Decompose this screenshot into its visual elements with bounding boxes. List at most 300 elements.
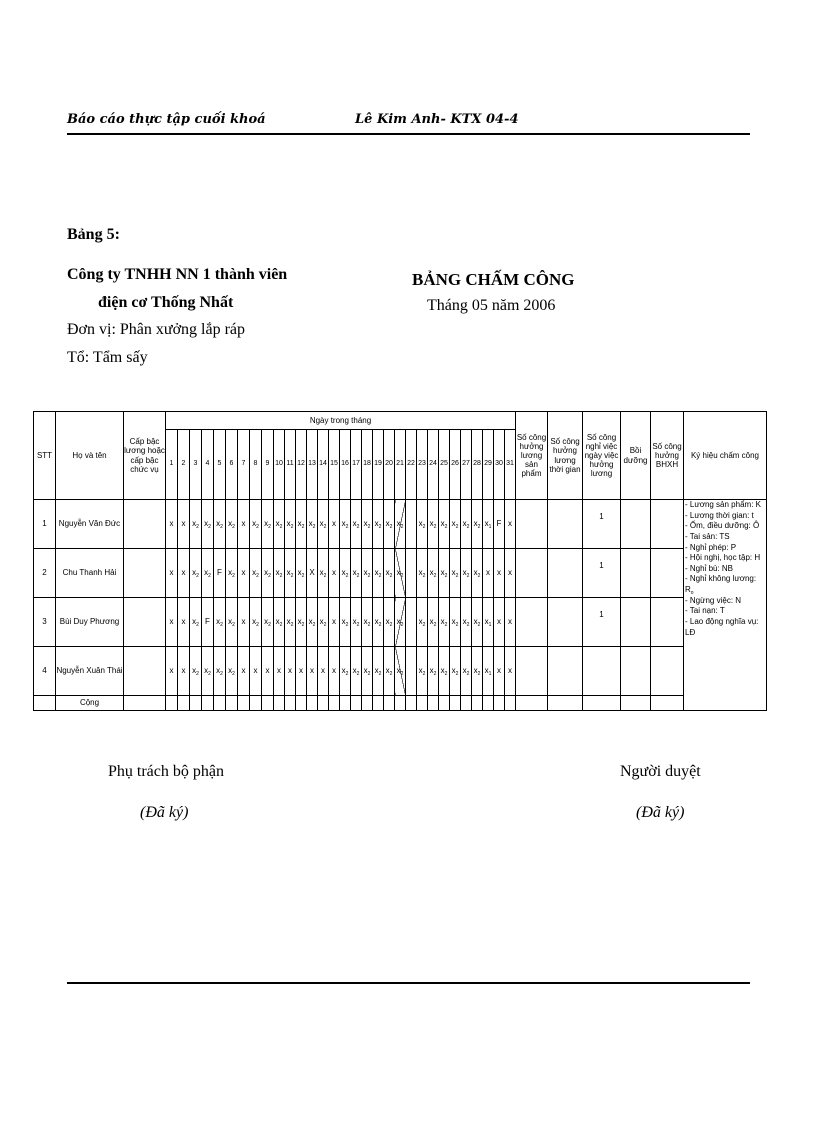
day-number: 15 [329, 430, 340, 500]
day-mark [274, 647, 285, 696]
mark-subscript: 2 [367, 573, 371, 580]
legend-item: - Nghỉ không lương: $R_o$ [685, 574, 757, 596]
mark-subscript: 2 [312, 524, 316, 531]
mark-subscript: 2 [301, 573, 305, 580]
mark-subscript: 2 [220, 622, 223, 629]
total-stt [34, 696, 56, 711]
mark-symbol: x [429, 666, 434, 676]
mark-subscript: 2 [312, 622, 316, 629]
day-mark [373, 500, 384, 549]
mark-symbol: x [321, 666, 325, 676]
mark-subscript: 2 [455, 573, 459, 580]
mark-symbol: x [451, 568, 456, 578]
mark-symbol: x [451, 666, 456, 676]
mark-subscript: 2 [422, 573, 426, 580]
col-header-allowance: Bồi dưỡng [621, 412, 651, 500]
row-bhxh [651, 647, 684, 696]
row-grade [124, 647, 166, 696]
day-mark [461, 549, 472, 598]
day-number: 26 [450, 430, 461, 500]
mark-symbol: x [363, 568, 368, 578]
mark-subscript: 2 [290, 524, 294, 531]
mark-subscript: 2 [323, 622, 327, 629]
timesheet-table [33, 411, 767, 711]
legend-item: - Lương sản phẩm: K [685, 500, 761, 509]
row-stt: 1 [34, 500, 56, 549]
mark-subscript: 2 [323, 524, 327, 531]
mark-subscript: 2 [196, 671, 199, 678]
signature-right-status: (Đã ký) [636, 804, 685, 821]
mark-symbol: x [241, 519, 246, 529]
total-day [296, 696, 307, 711]
row-stt: 4 [34, 647, 56, 696]
mark-subscript: 2 [389, 622, 393, 629]
mark-symbol: x [473, 617, 478, 627]
day-mark [285, 500, 296, 549]
mark-subscript: 2 [422, 622, 426, 629]
mark-subscript: 2 [345, 622, 349, 629]
day-number: 21 [395, 430, 406, 500]
mark-subscript: 2 [389, 524, 393, 531]
day-mark [373, 549, 384, 598]
mark-subscript: 2 [378, 671, 382, 678]
day-mark [494, 647, 505, 696]
day-number: 23 [417, 430, 428, 500]
mark-symbol: x [192, 617, 197, 627]
mark-subscript: 2 [345, 671, 349, 678]
day-mark [439, 598, 450, 647]
day-mark [340, 598, 351, 647]
mark-subscript: 2 [378, 622, 382, 629]
day-mark [178, 598, 190, 647]
day-mark [190, 647, 202, 696]
total-day [238, 696, 250, 711]
day-mark [417, 598, 428, 647]
mark-subscript: 2 [466, 573, 470, 580]
mark-subscript: 2 [290, 622, 294, 629]
mark-symbol: x [181, 617, 186, 627]
day-mark [461, 647, 472, 696]
row-leave: 1 [583, 500, 621, 549]
mark-symbol: x [265, 666, 270, 676]
mark-symbol: x [385, 666, 390, 676]
day-mark [351, 598, 362, 647]
mark-symbol: x [396, 666, 401, 676]
day-mark [178, 549, 190, 598]
day-mark [226, 549, 238, 598]
day-mark [494, 549, 505, 598]
mark-symbol: x [462, 568, 467, 578]
total-day [395, 696, 406, 711]
mark-subscript: 2 [422, 671, 426, 678]
total-day [428, 696, 439, 711]
mark-symbol: x [429, 519, 434, 529]
day-mark [214, 549, 226, 598]
mark-symbol: x [440, 568, 445, 578]
mark-subscript: 2 [232, 524, 235, 531]
col-header-days: Ngày trong tháng [166, 412, 516, 430]
mark-symbol: x [508, 617, 512, 627]
mark-symbol: x [462, 666, 467, 676]
day-mark [373, 647, 384, 696]
day-mark [285, 647, 296, 696]
day-mark [450, 647, 461, 696]
total-day [307, 696, 318, 711]
day-number: 10 [274, 430, 285, 500]
total-bhxh [651, 696, 684, 711]
day-number: 20 [384, 430, 395, 500]
row-product [516, 500, 548, 549]
mark-symbol: x [484, 617, 489, 627]
day-mark [296, 598, 307, 647]
day-number: 9 [262, 430, 274, 500]
total-day [483, 696, 494, 711]
mark-subscript: 2 [232, 573, 235, 580]
mark-symbol: F [496, 519, 502, 529]
total-day [362, 696, 373, 711]
mark-subscript: 2 [444, 671, 448, 678]
mark-subscript: 2 [367, 622, 371, 629]
day-mark [307, 549, 318, 598]
mark-subscript: 2 [477, 524, 481, 531]
company-name-line2: điện cơ Thống Nhất [98, 294, 234, 311]
mark-symbol: x [192, 519, 197, 529]
mark-symbol: x [319, 617, 324, 627]
day-mark [494, 598, 505, 647]
mark-symbol: x [352, 568, 357, 578]
mark-symbol: x [508, 666, 512, 676]
day-mark [307, 598, 318, 647]
row-name: Bùi Duy Phương [56, 598, 124, 647]
day-mark [285, 598, 296, 647]
day-mark [461, 598, 472, 647]
day-mark [178, 647, 190, 696]
day-mark [351, 549, 362, 598]
row-grade [124, 598, 166, 647]
mark-symbol: x [241, 568, 246, 578]
mark-symbol: x [310, 666, 314, 676]
mark-symbol: x [264, 568, 269, 578]
mark-symbol: x [216, 519, 221, 529]
mark-symbol: x [363, 617, 368, 627]
mark-symbol: x [341, 568, 346, 578]
mark-symbol: x [473, 519, 478, 529]
col-header-product: Số công hưởng lương sản phẩm [516, 412, 548, 500]
row-name: Chu Thanh Hải [56, 549, 124, 598]
row-leave [583, 647, 621, 696]
total-day [178, 696, 190, 711]
mark-subscript: 2 [400, 524, 404, 531]
day-mark [428, 500, 439, 549]
day-mark [351, 647, 362, 696]
mark-symbol: x [297, 617, 302, 627]
mark-subscript: 2 [389, 573, 393, 580]
mark-symbol: x [332, 666, 336, 676]
total-row [34, 696, 767, 711]
mark-subscript: 2 [279, 524, 283, 531]
row-product [516, 549, 548, 598]
legend-item: - Tai nạn: T [685, 606, 725, 616]
day-mark [250, 500, 262, 549]
row-time [548, 500, 583, 549]
header-rule [67, 133, 750, 135]
day-mark [417, 549, 428, 598]
day-mark [406, 598, 417, 647]
day-mark [362, 598, 373, 647]
day-mark [450, 549, 461, 598]
mark-subscript: 2 [477, 671, 481, 678]
day-mark [262, 598, 274, 647]
mark-subscript: 2 [466, 622, 470, 629]
day-mark [318, 647, 329, 696]
legend-item: - Nghỉ phép: P [685, 542, 737, 552]
row-grade [124, 500, 166, 549]
mark-symbol: x [204, 568, 209, 578]
total-day [340, 696, 351, 711]
mark-symbol: x [374, 568, 379, 578]
mark-symbol: x [275, 568, 280, 578]
day-mark [329, 647, 340, 696]
day-mark [406, 549, 417, 598]
header-left: Báo cáo thực tập cuối khoá [67, 112, 266, 127]
mark-symbol: x [341, 617, 346, 627]
day-number: 29 [483, 430, 494, 500]
total-day [262, 696, 274, 711]
mark-symbol: x [341, 519, 346, 529]
mark-symbol: x [169, 568, 174, 578]
mark-symbol: x [396, 617, 401, 627]
total-day [406, 696, 417, 711]
day-mark [472, 500, 483, 549]
mark-symbol: x [497, 666, 501, 676]
mark-subscript: 2 [208, 671, 211, 678]
row-bhxh [651, 549, 684, 598]
col-header-stt: STT [34, 412, 56, 500]
day-mark [296, 549, 307, 598]
col-header-name: Họ và tên [56, 412, 124, 500]
mark-subscript: 2 [196, 524, 199, 531]
day-mark [428, 647, 439, 696]
mark-symbol: x [363, 519, 368, 529]
mark-subscript: 2 [389, 671, 393, 678]
day-mark [329, 500, 340, 549]
day-mark [274, 549, 285, 598]
mark-subscript: 2 [367, 524, 371, 531]
mark-symbol: x [297, 568, 302, 578]
mark-symbol: x [462, 617, 467, 627]
total-day [166, 696, 178, 711]
total-leave [583, 696, 621, 711]
day-mark [505, 647, 516, 696]
mark-symbol: x [497, 617, 501, 627]
mark-symbol: x [332, 568, 336, 578]
mark-symbol: x [275, 617, 280, 627]
day-mark [238, 598, 250, 647]
mark-symbol: x [341, 666, 346, 676]
day-number: 22 [406, 430, 417, 500]
day-mark [483, 500, 494, 549]
legend-item: - Ngừng việc: N [685, 595, 742, 605]
day-mark [373, 598, 384, 647]
mark-symbol: x [497, 568, 501, 578]
mark-symbol: x [418, 617, 423, 627]
mark-subscript: 2 [433, 524, 437, 531]
day-number: 7 [238, 430, 250, 500]
day-number: 28 [472, 430, 483, 500]
day-mark [166, 647, 178, 696]
mark-symbol: x [204, 519, 209, 529]
day-mark [318, 598, 329, 647]
day-mark [226, 500, 238, 549]
mark-symbol: x [277, 666, 281, 676]
total-product [516, 696, 548, 711]
total-day [351, 696, 362, 711]
day-mark [285, 549, 296, 598]
mark-symbol: x [253, 666, 258, 676]
mark-symbol: x [418, 519, 423, 529]
day-mark [417, 500, 428, 549]
day-mark [395, 500, 406, 549]
day-mark [296, 647, 307, 696]
total-label: Cộng [56, 696, 124, 711]
mark-symbol: x [352, 519, 357, 529]
mark-symbol: x [216, 666, 221, 676]
mark-subscript: 2 [433, 573, 437, 580]
day-mark [307, 647, 318, 696]
day-mark [238, 647, 250, 696]
mark-symbol: x [241, 617, 246, 627]
mark-subscript: 2 [256, 524, 259, 531]
day-number: 14 [318, 430, 329, 500]
total-day [461, 696, 472, 711]
mark-symbol: x [228, 666, 233, 676]
legend-item: - Lương thời gian: t [685, 510, 754, 520]
mark-symbol: x [228, 519, 233, 529]
legend-item: - Lao động nghĩa vụ: LĐ [685, 616, 759, 637]
team-label: Tổ: Tẩm sấy [67, 349, 148, 366]
table-row [34, 598, 767, 647]
mark-subscript: 2 [208, 573, 211, 580]
mark-subscript: 2 [196, 622, 199, 629]
day-mark [384, 598, 395, 647]
day-mark [274, 598, 285, 647]
mark-symbol: x [440, 617, 445, 627]
day-number: 11 [285, 430, 296, 500]
day-mark [296, 500, 307, 549]
day-mark [505, 549, 516, 598]
day-mark [351, 500, 362, 549]
total-day [373, 696, 384, 711]
mark-subscript: 2 [444, 524, 448, 531]
mark-subscript: 2 [400, 671, 404, 678]
mark-subscript: 2 [400, 573, 404, 580]
day-number: 3 [190, 430, 202, 500]
mark-symbol: x [181, 568, 186, 578]
mark-symbol: x [192, 568, 197, 578]
mark-subscript: 2 [356, 622, 360, 629]
day-mark [329, 598, 340, 647]
day-mark [250, 647, 262, 696]
col-header-leave: Số công nghỉ việc ngày việc hưởng lương [583, 412, 621, 500]
day-mark [439, 647, 450, 696]
mark-subscript: 2 [301, 524, 305, 531]
col-header-symbols: Ký hiệu chấm công [684, 412, 767, 500]
day-mark [202, 549, 214, 598]
day-mark [202, 647, 214, 696]
sheet-subtitle: Tháng 05 năm 2006 [427, 297, 556, 314]
mark-subscript: 2 [268, 524, 271, 531]
total-allowance [621, 696, 651, 711]
company-name: Công ty TNHH NN 1 thành viên [67, 266, 288, 283]
mark-subscript: 2 [444, 622, 448, 629]
mark-symbol: x [429, 568, 434, 578]
mark-subscript: 2 [279, 622, 283, 629]
mark-subscript: 2 [356, 671, 360, 678]
mark-symbol: x [319, 519, 324, 529]
header-right: Lê Kim Anh- KTX 04-4 [355, 112, 519, 127]
day-mark [202, 500, 214, 549]
row-stt: 3 [34, 598, 56, 647]
day-mark [166, 598, 178, 647]
day-number: 13 [307, 430, 318, 500]
total-day [285, 696, 296, 711]
mark-subscript: 2 [232, 671, 235, 678]
day-mark [190, 549, 202, 598]
mark-symbol: x [192, 666, 197, 676]
mark-subscript: 2 [279, 573, 283, 580]
row-bhxh [651, 500, 684, 549]
footer-rule [67, 982, 750, 984]
mark-subscript: 2 [220, 524, 223, 531]
row-grade [124, 549, 166, 598]
mark-symbol: x [319, 568, 324, 578]
day-number: 19 [373, 430, 384, 500]
day-mark [362, 500, 373, 549]
mark-subscript: 2 [378, 524, 382, 531]
day-mark [362, 647, 373, 696]
mark-symbol: x [374, 666, 379, 676]
mark-subscript: 2 [433, 622, 437, 629]
day-mark [166, 500, 178, 549]
day-mark [439, 500, 450, 549]
day-mark [406, 500, 417, 549]
mark-subscript: 2 [455, 524, 459, 531]
row-allowance [621, 549, 651, 598]
day-mark [262, 549, 274, 598]
day-mark [417, 647, 428, 696]
legend-item: - Ốm, điều dưỡng: Ô [685, 521, 760, 531]
day-mark [395, 598, 406, 647]
mark-symbol: F [205, 617, 210, 627]
mark-symbol: x [486, 568, 490, 578]
mark-symbol: x [396, 519, 401, 529]
day-mark [318, 500, 329, 549]
mark-subscript: 2 [477, 622, 481, 629]
day-mark [190, 500, 202, 549]
mark-symbol: x [352, 666, 357, 676]
mark-symbol: x [429, 617, 434, 627]
row-allowance [621, 647, 651, 696]
day-mark [505, 500, 516, 549]
mark-subscript: 1 [488, 622, 492, 629]
col-header-time: Số công hưởng lương thời gian [548, 412, 583, 500]
day-mark [318, 549, 329, 598]
day-mark [384, 647, 395, 696]
mark-subscript: 2 [268, 622, 271, 629]
mark-symbol: x [374, 617, 379, 627]
total-day [202, 696, 214, 711]
mark-subscript: 2 [301, 622, 305, 629]
